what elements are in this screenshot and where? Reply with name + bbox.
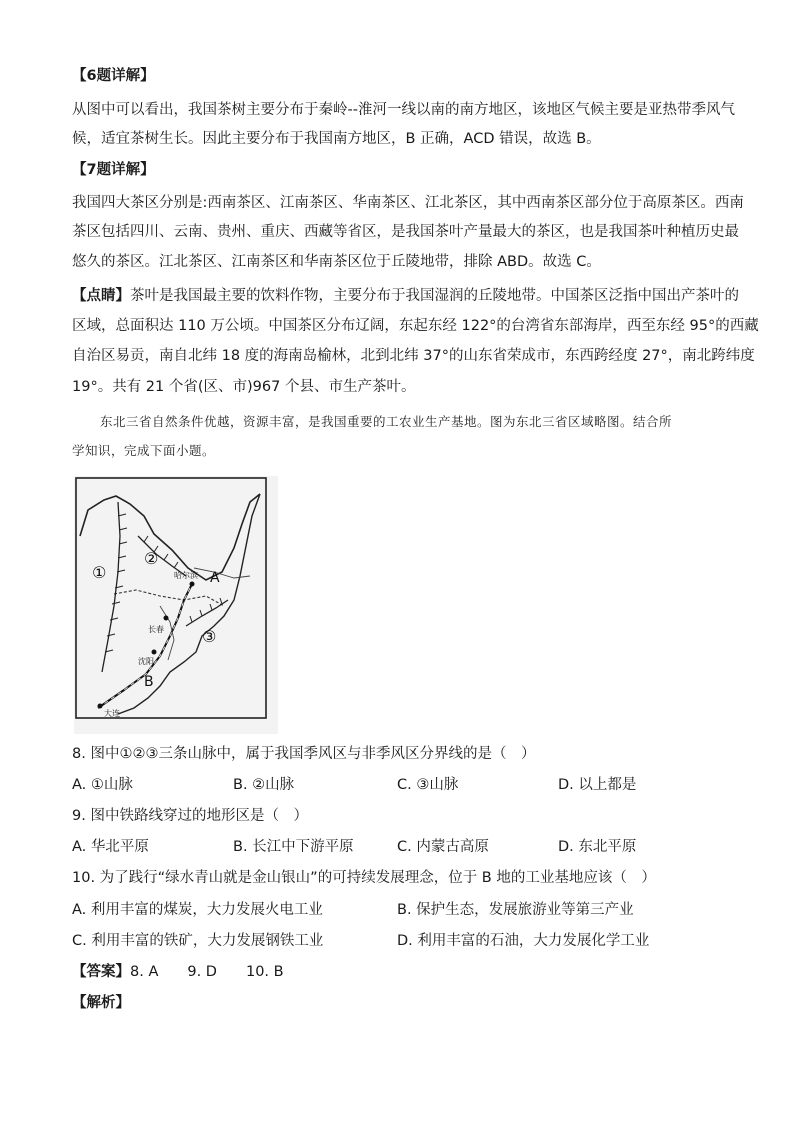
q6-text-line: 候，适宜茶树生长。因此主要分布于我国南方地区，B 正确，ACD 错误，故选 B。 (72, 131, 601, 147)
q10-option-c: C. 利用丰富的铁矿，大力发展钢铁工业 (72, 933, 324, 949)
q8-option-b: B. ②山脉 (233, 777, 295, 793)
q8-option-c: C. ③山脉 (397, 777, 459, 793)
q8-option-d: D. 以上都是 (558, 777, 637, 793)
tip-text-line: 自治区易贡，南自北纬 18 度的海南岛榆林，北到北纬 37°的山东省荣成市，东西跨经度 27°，南北跨纬度 (72, 348, 755, 364)
map-label-mountain-2: ② (144, 549, 159, 568)
map-drawing (74, 476, 278, 734)
analysis-label: 【解析】 (72, 995, 130, 1011)
city-dot-dalian (98, 704, 103, 709)
map-label-b: B (144, 674, 154, 690)
q9-option-c: C. 内蒙古高原 (397, 839, 489, 855)
map-label-mountain-1: ① (92, 563, 107, 582)
northeast-china-map (74, 476, 278, 734)
answer-values: 8. A 9. D 10. B (130, 964, 284, 980)
city-dot-shenyang (152, 650, 157, 655)
q10-option-a: A. 利用丰富的煤炭，大力发展火电工业 (72, 902, 323, 918)
map-label-mountain-3: ③ (202, 627, 217, 646)
city-dot-changchun (164, 616, 169, 621)
q6-header: 【6题详解】 (72, 68, 155, 84)
q9-option-d: D. 东北平原 (558, 839, 637, 855)
map-label-shenyang: 沈阳 (138, 657, 154, 666)
question-10-stem: 10. 为了践行“绿水青山就是金山银山”的可持续发展理念，位于 B 地的工业基地应该（ ） (72, 870, 656, 886)
q10-option-b: B. 保护生态，发展旅游业等第三产业 (397, 902, 634, 918)
q8-option-a: A. ①山脉 (72, 777, 133, 793)
tip-line (72, 286, 739, 306)
q10-option-d: D. 利用丰富的石油，大力发展化学工业 (397, 933, 650, 949)
map-label-a: A (210, 570, 220, 586)
q9-option-b: B. 长江中下游平原 (233, 839, 354, 855)
passage-intro-line: 东北三省自然条件优越，资源丰富，是我国重要的工农业生产基地。图为东北三省区域略图。结合所 (100, 414, 673, 429)
question-8-stem: 8. 图中①②③三条山脉中，属于我国季风区与非季风区分界线的是（ ） (72, 746, 536, 762)
answer-label: 【答案】 (72, 964, 130, 980)
answer-line (72, 962, 722, 982)
question-9-stem: 9. 图中铁路线穿过的地形区是（ ） (72, 808, 308, 824)
city-dot-harbin (190, 582, 195, 587)
passage-intro-line: 学知识，完成下面小题。 (72, 443, 216, 458)
tip-label: 【点睛】 (72, 288, 130, 304)
map-label-harbin: 哈尔滨 (174, 571, 198, 580)
map-label-dalian: 大连 (104, 709, 120, 718)
tip-text-line: 19°。共有 21 个省(区、市)967 个县、市生产茶叶。 (72, 379, 416, 395)
q9-option-a: A. 华北平原 (72, 839, 149, 855)
tip-text-line: 区域，总面积达 110 万公顷。中国茶区分布辽阔，东起东经 122°的台湾省东部海岸，西至东经 95°的西藏 (72, 318, 759, 334)
q7-text-line: 茶区包括四川、云南、贵州、重庆、西藏等省区，是我国茶叶产量最大的茶区，也是我国茶叶种植历史最 (72, 224, 739, 240)
q7-text-line: 我国四大茶区分别是:西南茶区、江南茶区、华南茶区、江北茶区，其中西南茶区部分位于高原茶区。西南 (72, 195, 744, 211)
q6-text-line: 从图中可以看出，我国茶树主要分布于秦岭--淮河一线以南的南方地区，该地区气候主要是亚热带季风气 (72, 102, 735, 118)
tip-text: 茶叶是我国最主要的饮料作物，主要分布于我国湿润的丘陵地带。中国茶区泛指中国出产茶叶的 (130, 288, 739, 304)
map-label-changchun: 长春 (148, 625, 164, 634)
q7-text-line: 悠久的茶区。江北茶区、江南茶区和华南茶区位于丘陵地带，排除 ABD。故选 C。 (72, 254, 601, 270)
q7-header: 【7题详解】 (72, 162, 155, 178)
